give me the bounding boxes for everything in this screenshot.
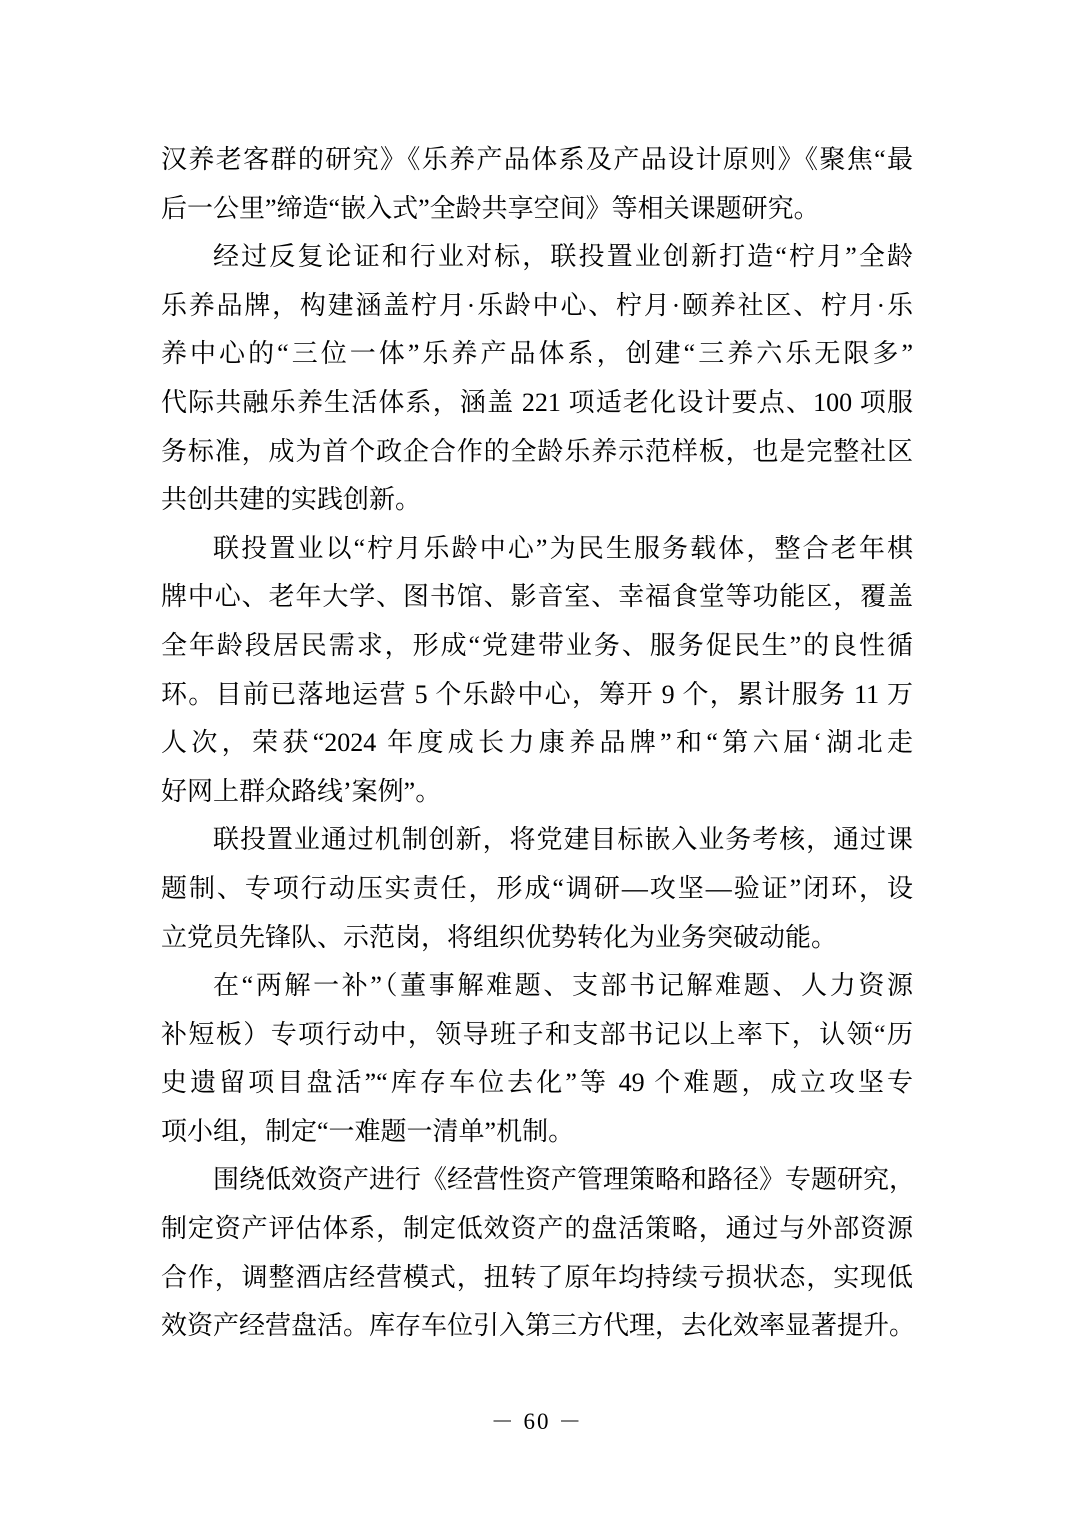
text-line: 围绕低效资产进行《经营性资产管理策略和路径》专题研究， — [213, 1165, 916, 1195]
text-line: 后一公里”缔造“嵌入式”全龄共享空间》等相关课题研究。 — [161, 193, 820, 223]
text-line: 联投置业通过机制创新，将党建目标嵌入业务考核，通过课 — [213, 825, 913, 855]
text-line: 合作，调整酒店经营模式，扭转了原年均持续亏损状态，实现低 — [161, 1262, 913, 1292]
page-number: － 60 － — [490, 1409, 584, 1434]
text-line: 务标准，成为首个政企合作的全龄乐养示范样板，也是完整社区 — [161, 436, 913, 466]
text-line: 好网上群众路线’案例”。 — [161, 776, 442, 806]
document-text — [161, 136, 916, 1351]
text-line: 立党员先锋队、示范岗，将组织优势转化为业务突破动能。 — [161, 922, 838, 952]
text-line: 代际共融乐养生活体系，涵盖 221 项适老化设计要点、100 项服 — [161, 387, 913, 417]
text-line: 全年龄段居民需求，形成“党建带业务、服务促民生”的良性循 — [161, 630, 913, 660]
text-line: 史遗留项目盘活”“库存车位去化”等 49 个难题，成立攻坚专 — [161, 1068, 913, 1098]
text-line: 项小组，制定“一难题一清单”机制。 — [161, 1116, 575, 1146]
text-line: 人次，荣获“2024 年度成长力康养品牌”和“第六届‘湖北走 — [161, 728, 913, 758]
text-line: 补短板）专项行动中，领导班子和支部书记以上率下，认领“历 — [161, 1019, 913, 1049]
text-line: 效资产经营盘活。库存车位引入第三方代理，去化效率显著提升。 — [161, 1311, 916, 1341]
text-line: 共创共建的实践创新。 — [161, 485, 422, 515]
text-line: 牌中心、老年大学、图书馆、影音室、幸福食堂等功能区，覆盖 — [161, 582, 913, 612]
text-line: 环。目前已落地运营 5 个乐龄中心，筹开 9 个，累计服务 11 万 — [161, 679, 913, 709]
text-line: 制定资产评估体系，制定低效资产的盘活策略，通过与外部资源 — [161, 1214, 913, 1244]
text-line: 联投置业以“柠月乐龄中心”为民生服务载体，整合老年棋 — [213, 533, 913, 563]
text-line: 题制、专项行动压实责任，形成“调研—攻坚—验证”闭环，设 — [161, 873, 913, 903]
text-line: 在“两解一补”（董事解难题、支部书记解难题、人力资源 — [213, 971, 913, 1001]
text-line: 乐养品牌，构建涵盖柠月·乐龄中心、柠月·颐养社区、柠月·乐 — [161, 290, 913, 320]
text-line: 经过反复论证和行业对标，联投置业创新打造“柠月”全龄 — [213, 242, 913, 272]
text-line: 汉养老客群的研究》《乐养产品体系及产品设计原则》《聚焦“最 — [161, 145, 913, 174]
text-line: 养中心的“三位一体”乐养产品体系，创建“三养六乐无限多” — [161, 339, 913, 369]
page-footer — [0, 1405, 1074, 1439]
